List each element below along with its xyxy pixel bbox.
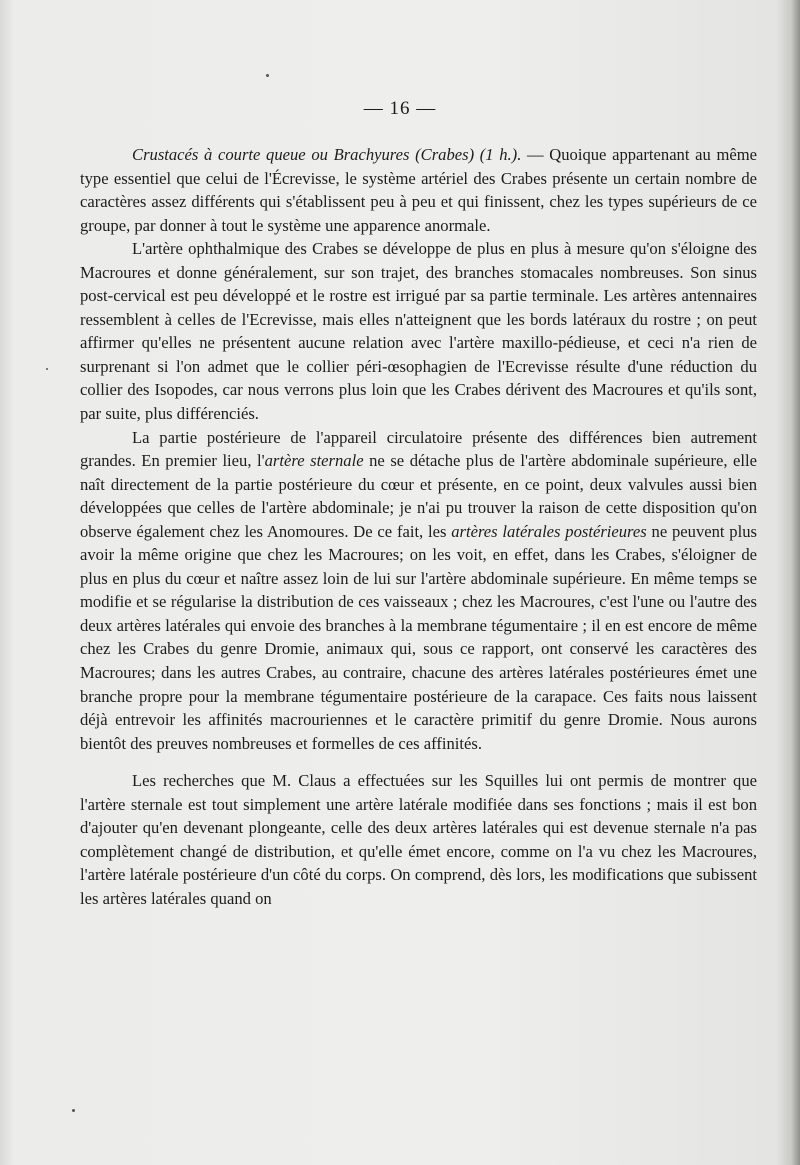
ink-speck [72, 1109, 75, 1112]
body-text [80, 143, 757, 911]
term-arteres-laterales: artères latérales postérieures [451, 521, 647, 541]
paragraph-text: — Quoique appartenant au même type essentiel que celui de l'Écrevisse, le système artériel des Crabes présente un certain nombre de caractères assez différents qui s'établissent peu à peu et qui finissent, chez les types supérieurs de ce groupe, par donner à tout le système une apparence anormale. [80, 145, 757, 235]
paragraph-text: ne se détache plus de l'artère abdominale supérieure, elle naît directement de la partie postérieure du cœur et présente, en ce point, deux valvules aussi bien développées que celles de l'artère abdominale; je n'ai pu trouver la raison de cette disposition qu'on observe également chez les Anomoures. De ce fait, les [80, 451, 757, 541]
paragraph-ophthalmique [80, 237, 757, 425]
paragraph-partie-posterieure [80, 426, 757, 756]
ink-speck [266, 74, 269, 77]
paragraph-text: La partie postérieure de l'appareil circulatoire présente des différences bien autrement grandes. En premier lieu, l' [80, 427, 757, 471]
paragraph-claus [80, 769, 757, 910]
ink-speck [46, 368, 48, 370]
paragraph-brachyures [80, 143, 757, 237]
section-heading: Crustacés à courte queue ou Brachyures (Crabes) (1 h.). [132, 145, 522, 164]
term-artere-sternale: artère sternale [264, 451, 364, 471]
paragraph-text: Les recherches que M. Claus a effectuées sur les Squilles lui ont permis de montrer que l'artère sternale est tout simplement une artère latérale modifiée dans ses fonctions ; mais il est bon d'ajouter qu'en devenant plongeante, celle des deux artères latérales qui est devenue sternale n'a pas complètement changé de distribution, et qu'elle émet encore, comme on l'a vu chez les Macroures, l'artère latérale postérieure d'un côté du corps. On comprend, dès lors, les modifications que subissent les artères latérales quand on [80, 771, 757, 908]
page-number: — 16 — [363, 98, 437, 119]
page-edge-shadow [790, 0, 800, 1165]
paragraph-text: ne peuvent plus avoir la même origine que chez les Macroures; on les voit, en effet, dans les Crabes, s'éloigner de plus en plus du cœur et naître assez loin de lui sur l'artère abdominale supérieure. En même temps se modifie et se régularise la distribution de ces vaisseaux ; chez les Macroures, c'est l'une ou l'autre des deux artères latérales qui envoie des branches à la membrane tégumentaire ; il en est encore de même chez les Crabes du genre Dromie, animaux qui, sous ce rapport, ont conservé les caractères des Macroures; dans les autres Crabes, au contraire, chacune des artères latérales postérieures émet une branche propre pour la membrane tégumentaire postérieure de la carapace. Ces faits nous laissent déjà entrevoir les affinités macrouriennes et le caractère primitif du genre Dromie. Nous aurons bientôt des preuves nombreuses et formelles de ces affinités. [80, 521, 757, 753]
paragraph-text: L'artère ophthalmique des Crabes se développe de plus en plus à mesure qu'on s'éloigne des Macroures et donne généralement, sur son trajet, des branches stomacales nombreuses. Son sinus post-cervical est peu développé et le rostre est irrigué par sa partie terminale. Les artères antennaires ressemblent à celles de l'Ecrevisse, mais elles n'atteignent que les bords latéraux du rostre ; on peut affirmer qu'elles ne présentent aucune relation avec l'artère maxillo-pédieuse, et ceci n'a rien de surprenant si l'on admet que le collier péri-œsophagien de l'Ecrevisse résulte d'une réduction du collier des Isopodes, car nous verrons plus loin que les Crabes dérivent des Macroures et qu'ils sont, par suite, plus différenciés. [80, 239, 757, 424]
